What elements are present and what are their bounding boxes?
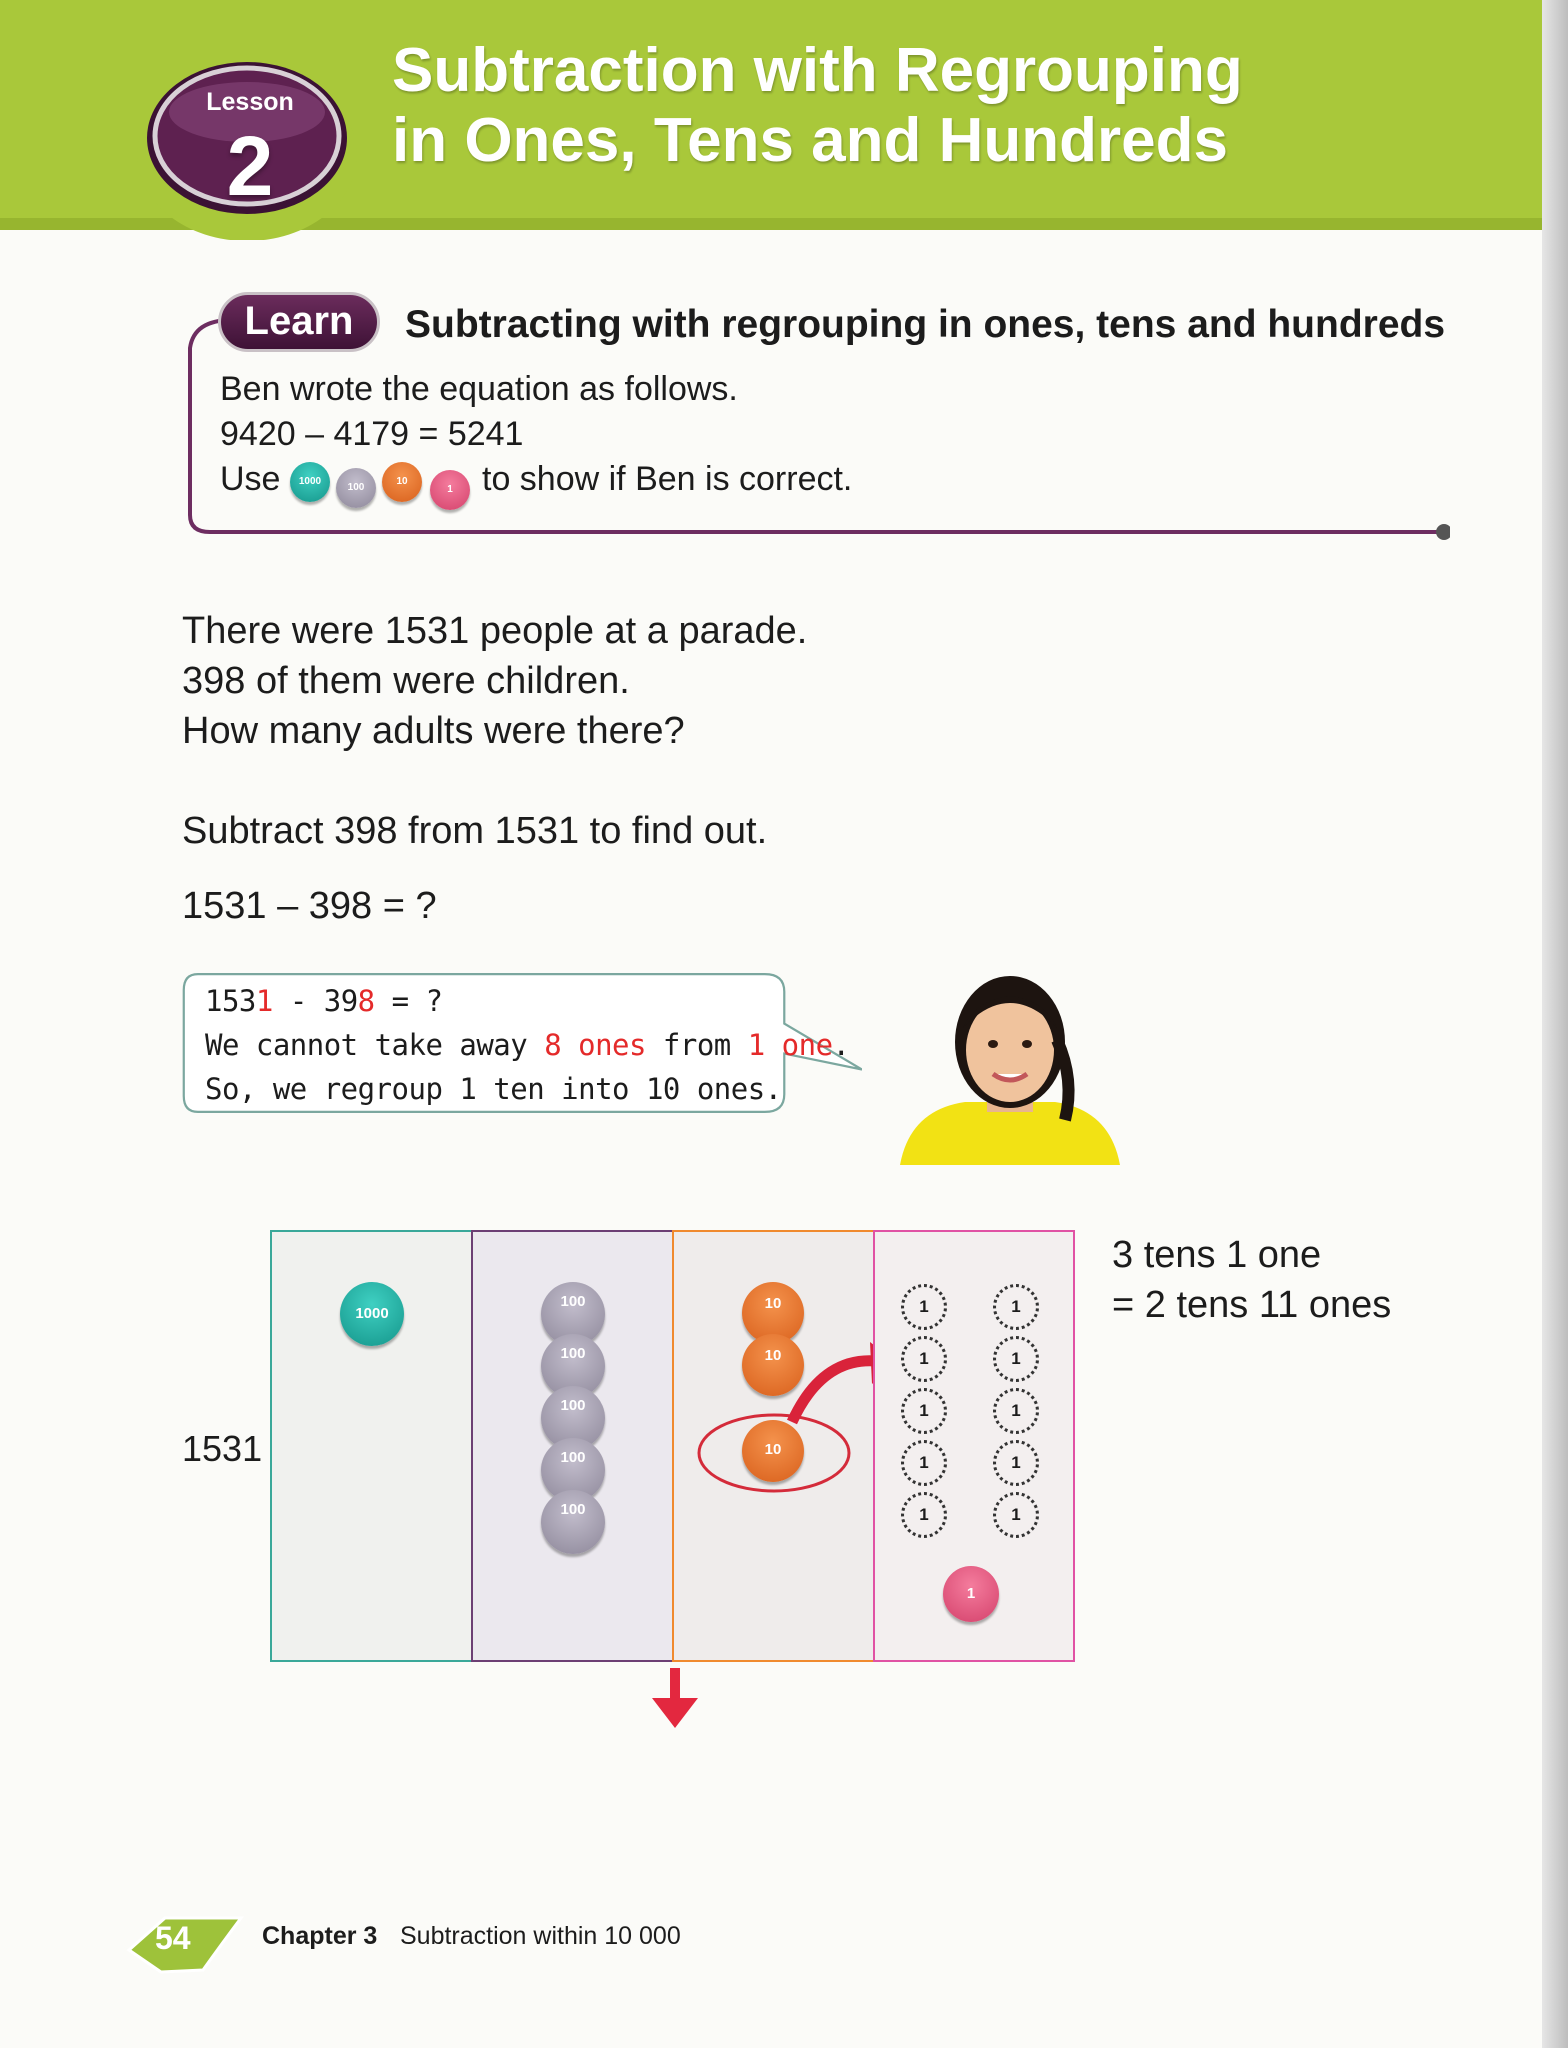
regrouped-one: 1	[993, 1388, 1039, 1434]
hundred-disc: 100	[541, 1386, 605, 1450]
use-word: Use	[220, 460, 281, 498]
regrouped-one: 1	[901, 1336, 947, 1382]
regroup-note-line-2: = 2 tens 11 ones	[1112, 1284, 1392, 1326]
ten-disc-regrouped: 10	[742, 1420, 804, 1482]
page-number: 54	[155, 1920, 191, 1956]
row-label-1531: 1531	[182, 1428, 263, 1469]
title-line-1: Subtraction with Regrouping	[392, 36, 1243, 105]
regroup-note	[1112, 1230, 1391, 1330]
one-disc: 1	[943, 1566, 999, 1622]
title-line-2: in Ones, Tens and Hundreds	[392, 106, 1228, 175]
page-edge-shadow	[1542, 0, 1568, 2048]
lesson-number: 2	[226, 119, 274, 213]
bubble-line-2: We cannot take away 8 ones from 1 one.	[205, 1028, 850, 1062]
tens-column	[672, 1230, 875, 1662]
footer-chapter-title: Subtraction within 10 000	[400, 1922, 681, 1950]
learn-text-line-3-end: to show if Ben is correct.	[482, 460, 853, 498]
learn-label: Learn	[218, 292, 380, 352]
regroup-note-line-1: 3 tens 1 one	[1112, 1234, 1322, 1276]
lesson-word: Lesson	[206, 88, 294, 116]
place-value-chart	[270, 1230, 1075, 1662]
ten-disc: 10	[742, 1282, 804, 1344]
ten-disc-icon: 10	[382, 462, 422, 502]
hundred-disc-icon: 100	[336, 468, 376, 508]
regrouped-one: 1	[993, 1440, 1039, 1486]
footer-chapter: Chapter 3	[262, 1922, 378, 1950]
hundred-disc: 100	[541, 1334, 605, 1398]
learn-equation: 9420 – 4179 = 5241	[220, 415, 524, 453]
regrouped-one: 1	[901, 1388, 947, 1434]
regrouped-one: 1	[993, 1284, 1039, 1330]
bubble-equation: 1531 - 398 = ?	[205, 984, 443, 1018]
problem-line-2: 398 of them were children.	[182, 660, 630, 702]
hundreds-column	[471, 1230, 674, 1662]
problem-line-3: How many adults were there?	[182, 710, 685, 752]
problem-instruction: Subtract 398 from 1531 to find out.	[182, 810, 768, 852]
problem-equation: 1531 – 398 = ?	[182, 885, 437, 927]
regrouped-one: 1	[901, 1492, 947, 1538]
thousands-column	[270, 1230, 473, 1662]
learn-text-line-3	[220, 460, 280, 499]
regrouped-one: 1	[993, 1492, 1039, 1538]
regrouped-one: 1	[901, 1440, 947, 1486]
learn-text-line-1: Ben wrote the equation as follows.	[220, 370, 738, 408]
hundred-disc: 100	[541, 1490, 605, 1554]
regrouped-one: 1	[901, 1284, 947, 1330]
regroup-highlight	[674, 1232, 877, 1664]
bubble-line-3: So, we regroup 1 ten into 10 ones.	[205, 1072, 782, 1106]
learn-heading: Subtracting with regrouping in ones, tens and hundreds	[405, 303, 1446, 346]
thousand-disc: 1000	[340, 1282, 404, 1346]
regrouped-one: 1	[993, 1336, 1039, 1382]
page-title	[392, 36, 1392, 176]
thousand-disc-icon: 1000	[290, 462, 330, 502]
ones-column	[873, 1230, 1075, 1662]
ten-disc: 10	[742, 1334, 804, 1396]
girl-illustration	[895, 970, 1125, 1165]
one-disc-icon: 1	[430, 470, 470, 510]
hundred-disc: 100	[541, 1282, 605, 1346]
hundred-disc: 100	[541, 1438, 605, 1502]
problem-line-1: There were 1531 people at a parade.	[182, 610, 808, 652]
down-arrow-icon	[648, 1668, 702, 1732]
